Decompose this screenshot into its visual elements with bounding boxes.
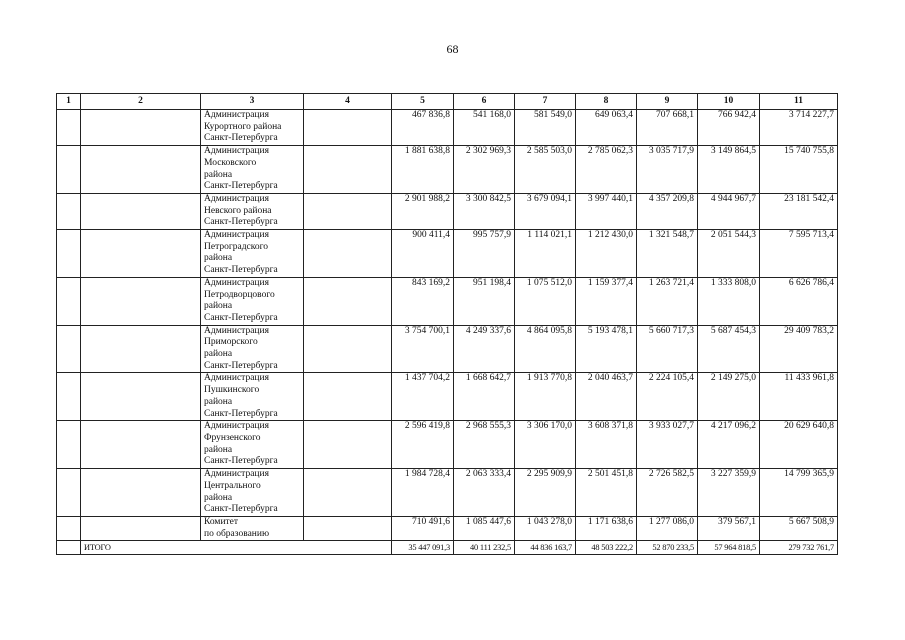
value-cell-col-11: 14 799 365,9 (760, 469, 838, 517)
executor-name-line: Администрация (204, 193, 269, 204)
executor-name-line: Санкт-Петербурга (204, 408, 278, 419)
executor-name-line: Санкт-Петербурга (204, 360, 278, 371)
column-header-11: 11 (760, 94, 838, 110)
value-cell-col-8: 2 040 463,7 (576, 373, 637, 421)
value-cell-col-5: 843 169,2 (392, 277, 454, 325)
value-cell-col-10: 2 149 275,0 (698, 373, 760, 421)
value-cell-col-9: 2 726 582,5 (637, 469, 698, 517)
executor-name-line: Администрация (204, 277, 269, 288)
value-cell-col-11: 29 409 783,2 (760, 325, 838, 373)
executor-name-line: Администрация (204, 110, 269, 120)
value-cell-col-7: 1 913 770,8 (515, 373, 576, 421)
value-cell-col-8: 3 997 440,1 (576, 193, 637, 229)
total-row (57, 541, 838, 555)
executor-name-line: Санкт-Петербурга (204, 504, 278, 515)
value-cell-col-6: 951 198,4 (454, 277, 515, 325)
executor-name-line: Невского района (204, 205, 272, 216)
header-row (57, 94, 838, 110)
page-number: 68 (446, 42, 459, 56)
value-cell-col-5: 900 411,4 (392, 230, 454, 278)
executor-name-line: района (204, 301, 233, 312)
executor-name-line: Московского (204, 157, 257, 168)
executor-name-cell (201, 373, 304, 421)
value-cell-col-8: 2 501 451,8 (576, 469, 637, 517)
value-cell-col-11: 15 740 755,8 (760, 146, 838, 194)
value-cell-col-5: 710 491,6 (392, 516, 454, 540)
value-cell-col-5: 1 437 704,2 (392, 373, 454, 421)
row-number-cell (57, 193, 81, 229)
column-header-4: 4 (304, 94, 392, 110)
value-cell-col-8: 3 608 371,8 (576, 421, 637, 469)
row-number-cell (57, 516, 81, 540)
value-cell-col-10: 2 051 544,3 (698, 230, 760, 278)
column-header-3: 3 (201, 94, 304, 110)
total-value-col-11: 279 732 761,7 (760, 541, 838, 555)
value-cell-col-8: 1 212 430,0 (576, 230, 637, 278)
executor-name-line: Администрация (204, 146, 269, 157)
total-value-col-8: 48 503 222,2 (576, 541, 637, 555)
row-program-cell (81, 373, 201, 421)
executor-name-cell (201, 146, 304, 194)
table-row (57, 469, 838, 517)
executor-name-line: Администрация (204, 230, 269, 241)
executor-name-cell (201, 193, 304, 229)
value-cell-col-10: 4 944 967,7 (698, 193, 760, 229)
table-row (57, 146, 838, 194)
executor-name-line: Центрального (204, 480, 261, 491)
executor-name-cell (201, 230, 304, 278)
total-blank-cell (57, 541, 81, 555)
executor-name-line: по образованию (204, 528, 270, 539)
value-cell-col-7: 1 075 512,0 (515, 277, 576, 325)
column-header-1: 1 (57, 94, 81, 110)
total-value-col-9: 52 870 233,5 (637, 541, 698, 555)
value-cell-col-7: 3 679 094,1 (515, 193, 576, 229)
executor-name-line: Администрация (204, 421, 269, 432)
row-number-cell (57, 325, 81, 373)
value-cell-col-6: 541 168,0 (454, 110, 515, 146)
executor-name-line: Санкт-Петербурга (204, 133, 278, 144)
executor-name-line: Петродворцового (204, 289, 275, 300)
executor-name-line: Петроградского (204, 241, 269, 252)
row-source-cell (304, 469, 392, 517)
value-cell-col-10: 1 333 808,0 (698, 277, 760, 325)
value-cell-col-10: 766 942,4 (698, 110, 760, 146)
executor-name-line: района (204, 396, 233, 407)
column-header-10: 10 (698, 94, 760, 110)
row-program-cell (81, 325, 201, 373)
value-cell-col-9: 4 357 209,8 (637, 193, 698, 229)
value-cell-col-6: 2 302 969,3 (454, 146, 515, 194)
table-body (57, 110, 838, 555)
executor-name-cell (201, 277, 304, 325)
row-program-cell (81, 193, 201, 229)
executor-name-line: Администрация (204, 373, 269, 384)
budget-table (56, 93, 838, 555)
executor-name-line: Курортного района (204, 121, 282, 132)
column-header-6: 6 (454, 94, 515, 110)
value-cell-col-11: 6 626 786,4 (760, 277, 838, 325)
row-source-cell (304, 516, 392, 540)
value-cell-col-11: 23 181 542,4 (760, 193, 838, 229)
table-row (57, 230, 838, 278)
value-cell-col-6: 2 063 333,4 (454, 469, 515, 517)
value-cell-col-8: 1 159 377,4 (576, 277, 637, 325)
executor-name-line: Администрация (204, 325, 269, 336)
value-cell-col-8: 649 063,4 (576, 110, 637, 146)
row-program-cell (81, 421, 201, 469)
executor-name-cell (201, 469, 304, 517)
value-cell-col-9: 1 321 548,7 (637, 230, 698, 278)
row-source-cell (304, 230, 392, 278)
value-cell-col-7: 3 306 170,0 (515, 421, 576, 469)
row-source-cell (304, 193, 392, 229)
row-program-cell (81, 146, 201, 194)
row-source-cell (304, 277, 392, 325)
row-number-cell (57, 146, 81, 194)
value-cell-col-5: 2 901 988,2 (392, 193, 454, 229)
executor-name-line: Санкт-Петербурга (204, 217, 278, 228)
value-cell-col-9: 2 224 105,4 (637, 373, 698, 421)
row-number-cell (57, 373, 81, 421)
table-row (57, 193, 838, 229)
row-program-cell (81, 110, 201, 146)
column-header-8: 8 (576, 94, 637, 110)
executor-name-line: района (204, 253, 233, 264)
value-cell-col-11: 7 595 713,4 (760, 230, 838, 278)
value-cell-col-7: 2 585 503,0 (515, 146, 576, 194)
executor-name-line: Администрация (204, 469, 269, 480)
value-cell-col-7: 1 114 021,1 (515, 230, 576, 278)
executor-name-line: Приморского (204, 337, 258, 348)
total-value-col-7: 44 836 163,7 (515, 541, 576, 555)
row-number-cell (57, 421, 81, 469)
value-cell-col-7: 1 043 278,0 (515, 516, 576, 540)
value-cell-col-11: 11 433 961,8 (760, 373, 838, 421)
value-cell-col-9: 1 277 086,0 (637, 516, 698, 540)
row-program-cell (81, 230, 201, 278)
row-source-cell (304, 373, 392, 421)
value-cell-col-8: 5 193 478,1 (576, 325, 637, 373)
value-cell-col-8: 2 785 062,3 (576, 146, 637, 194)
executor-name-cell (201, 110, 304, 146)
value-cell-col-9: 3 035 717,9 (637, 146, 698, 194)
value-cell-col-10: 3 149 864,5 (698, 146, 760, 194)
executor-name-line: района (204, 169, 233, 180)
row-program-cell (81, 516, 201, 540)
column-header-2: 2 (81, 94, 201, 110)
column-header-5: 5 (392, 94, 454, 110)
row-source-cell (304, 146, 392, 194)
row-source-cell (304, 110, 392, 146)
table-row (57, 325, 838, 373)
table-row (57, 421, 838, 469)
executor-name-line: Санкт-Петербурга (204, 312, 278, 323)
row-number-cell (57, 277, 81, 325)
value-cell-col-5: 2 596 419,8 (392, 421, 454, 469)
value-cell-col-7: 581 549,0 (515, 110, 576, 146)
table-row (57, 373, 838, 421)
total-value-col-10: 57 964 818,5 (698, 541, 760, 555)
table-row (57, 110, 838, 146)
executor-name-line: района (204, 492, 233, 503)
value-cell-col-9: 5 660 717,3 (637, 325, 698, 373)
column-header-7: 7 (515, 94, 576, 110)
row-source-cell (304, 325, 392, 373)
executor-name-line: Пушкинского (204, 385, 260, 396)
value-cell-col-11: 5 667 508,9 (760, 516, 838, 540)
value-cell-col-11: 20 629 640,8 (760, 421, 838, 469)
value-cell-col-5: 3 754 700,1 (392, 325, 454, 373)
value-cell-col-6: 995 757,9 (454, 230, 515, 278)
executor-name-cell (201, 516, 304, 540)
executor-name-line: Санкт-Петербурга (204, 265, 278, 276)
value-cell-col-10: 379 567,1 (698, 516, 760, 540)
value-cell-col-6: 3 300 842,5 (454, 193, 515, 229)
executor-name-cell (201, 421, 304, 469)
row-number-cell (57, 230, 81, 278)
table-row (57, 516, 838, 540)
value-cell-col-9: 3 933 027,7 (637, 421, 698, 469)
value-cell-col-10: 3 227 359,9 (698, 469, 760, 517)
row-number-cell (57, 469, 81, 517)
executor-name-line: Фрунзенского (204, 432, 261, 443)
executor-name-line: Санкт-Петербурга (204, 456, 278, 467)
executor-name-line: Комитет (204, 516, 239, 527)
row-number-cell (57, 110, 81, 146)
value-cell-col-10: 5 687 454,3 (698, 325, 760, 373)
total-value-col-6: 40 111 232,5 (454, 541, 515, 555)
value-cell-col-9: 707 668,1 (637, 110, 698, 146)
value-cell-col-6: 4 249 337,6 (454, 325, 515, 373)
total-label: ИТОГО (81, 541, 392, 555)
value-cell-col-5: 1 984 728,4 (392, 469, 454, 517)
value-cell-col-11: 3 714 227,7 (760, 110, 838, 146)
row-source-cell (304, 421, 392, 469)
value-cell-col-7: 4 864 095,8 (515, 325, 576, 373)
executor-name-line: района (204, 349, 233, 360)
total-value-col-5: 35 447 091,3 (392, 541, 454, 555)
executor-name-cell (201, 325, 304, 373)
value-cell-col-8: 1 171 638,6 (576, 516, 637, 540)
value-cell-col-5: 1 881 638,8 (392, 146, 454, 194)
value-cell-col-5: 467 836,8 (392, 110, 454, 146)
table-row (57, 277, 838, 325)
executor-name-line: района (204, 444, 233, 455)
value-cell-col-6: 1 668 642,7 (454, 373, 515, 421)
value-cell-col-6: 1 085 447,6 (454, 516, 515, 540)
row-program-cell (81, 277, 201, 325)
row-program-cell (81, 469, 201, 517)
value-cell-col-10: 4 217 096,2 (698, 421, 760, 469)
value-cell-col-6: 2 968 555,3 (454, 421, 515, 469)
value-cell-col-7: 2 295 909,9 (515, 469, 576, 517)
value-cell-col-9: 1 263 721,4 (637, 277, 698, 325)
column-header-9: 9 (637, 94, 698, 110)
executor-name-line: Санкт-Петербурга (204, 181, 278, 192)
